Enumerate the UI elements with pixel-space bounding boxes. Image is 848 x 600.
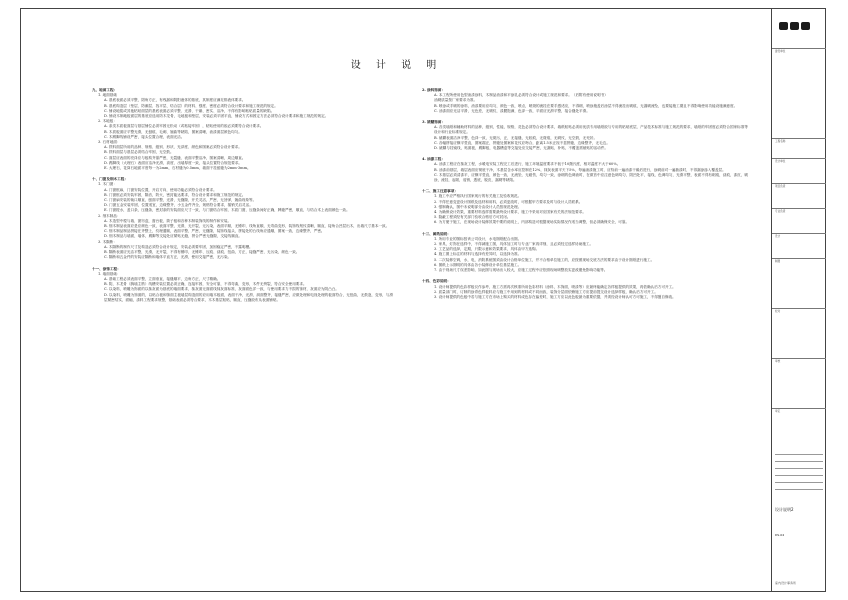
- paragraph-line: 2. 家具，灯饰在选样中，不得减施工图，具体加工时与专业厂家再详细，且必须经过选样协助施工。: [434, 242, 594, 247]
- paragraph-line: C. 隔断和五金件的安装应隔断和墙体平直方正，光滑，使用交接严密，无污染。: [104, 255, 232, 260]
- paragraph-line: B. 油漆前基层，墙层表面应彻底干净，木基层含水率应控制在12%，抹灰表面平天下5%，每遍油漆施工时，应待前一遍油漆干燥后进行，涂刷前对一遍抽漆时，不得漏涂渗入覆盖层。: [434, 167, 726, 172]
- paragraph-line: 6. 图纸上示图明的具体由各小装修设计单位基层施工。: [434, 262, 522, 267]
- paragraph-line: B. 基底构造层（垫层、防潮层、找平层、结合层）的材料、强度、密度必须符合设计要求和施工规范的规定。: [104, 103, 278, 108]
- paragraph-line: D. 以染料，喷雕为饰面的，以贴合板和饰面主板墙层构造面的应用墙木板面，表面干净，光滑，洞面整齐，接缝严密，应做处理和电视处理的板面符合，无扭曲，无鼓泡，变形，与滑层紧密结实，面幅，漆料工程要求规整，基础表面必须符合要求，木木基层粘贴，顺直，压缝胶布从表面铺贴。: [104, 292, 393, 302]
- title-block-divider: [772, 233, 826, 234]
- section: [92, 88, 394, 171]
- subsection-heading: 1. 木门窗：: [98, 182, 117, 187]
- paragraph-line: A. 木造型中樘与墙、窗帘盒，窗台板，筒子板和各种木制装饰线的制作和安装。: [104, 218, 232, 223]
- subsection-heading: 1. 地面基础: [98, 93, 117, 98]
- title-block-footer: 室内设计事务所: [775, 581, 797, 585]
- paragraph-line: B. 铁料面层与基层必须结合牢固，无空鼓。: [104, 150, 174, 155]
- subsection-heading: 1. 墙面基础：: [98, 271, 121, 276]
- paragraph-line: D. 铺设木制地板面层的基底应选用防木龙骨，毛地板和垫层，安装必须平固平直，铺设方式和固定方法必须符合设计要求和施工规范的规定。: [104, 114, 329, 119]
- section-heading: 十三、图纸说明：: [422, 231, 451, 236]
- paragraph-line: A. 木隔断的制作尺寸及构造必须符合设计规定，安装必须要牢固，加固稳定严密，不露明槽。: [104, 244, 253, 249]
- title-block-divider: [772, 258, 826, 259]
- section-heading: 九、地面工程：: [92, 88, 118, 92]
- section-heading: 十一、涂饰工程：: [92, 266, 121, 271]
- paragraph-line: C. 木踢脚线铺设严密，接头位置合理，表面光洁。: [104, 134, 185, 139]
- paragraph-line: B. 门窗框必须安装牢固，隔音，防火，密封能达要求，符合设计要求和施工规范的规定。: [104, 192, 246, 197]
- section: [422, 232, 750, 274]
- title-block-label: 专业负责: [775, 210, 786, 213]
- title-block-divider: [772, 208, 826, 209]
- title-block-label: 校对: [775, 310, 781, 313]
- section: [422, 157, 750, 183]
- paragraph-line: 2. 不得任意变更设计图纸及选材和用料，必须更改时，可根据甲方要求及时与设计人员联系。: [434, 199, 583, 204]
- section: [92, 267, 394, 303]
- paragraph-line: C. 细木制品制品拼接在齐整上，纹理通顺，表面平整，严密，无缝隙，装饰线接头，拼接处的凸线角应通顺，图案一致，边缘整齐，严密。: [104, 229, 325, 234]
- document-body: [24, 8, 769, 592]
- paragraph-line: D. 细木制品与墙面，墙体，踢脚等交接处应紧贴无缝，拼合严密无缝隙，交接线顺直。: [104, 234, 243, 239]
- paragraph-line: 6. 为方便于施工，在现场设计装修效果中要的说明上，内部构造可根据现场实际情况作适当调整，但必须确保安全，可靠。: [434, 220, 630, 225]
- paragraph-line: 油刷质量按厂家要求为准。: [434, 98, 478, 103]
- revision-grid-row: [775, 469, 823, 476]
- page-title: 设 计 说 明: [350, 60, 443, 71]
- paragraph-line: 4. 施工图上标注的材料与选择有差异时，以选择为准。: [434, 252, 522, 257]
- subsection-heading: 2. 木地板：: [98, 119, 117, 124]
- title-block-divider: [772, 138, 826, 139]
- paragraph-line: A. 本工程所使用色型油漆涂料，木制品油漆和平涂乳必须符合设计或施工规范和要求。（后附有使用说明书）: [434, 93, 608, 98]
- subsection-heading: 3. 木隔断：: [98, 239, 117, 244]
- paragraph-line: D. 踢脚线（大理石）表面应洁净光滑，高度、出墙厚度一致，接头位置符合规范要求。: [104, 160, 243, 165]
- paragraph-line: C. 门窗扇安装的裁口顺直，刨面平整，光滑，无缝隙，开关灵活，严密，无回弹，翘曲现象等。: [104, 198, 257, 203]
- revision-grid: [775, 448, 823, 490]
- revision-grid-row: [775, 448, 823, 455]
- section-heading: 2. 涂料饰面：: [422, 88, 445, 92]
- revision-grid-row: [775, 483, 823, 490]
- left-column: [92, 88, 394, 303]
- title-block-divider: [772, 158, 826, 159]
- title-block-label: 建设单位: [775, 50, 786, 53]
- paragraph-line: 5. 二次装修空调，水，电，消防系统图须由设计合格单位施工，并不合格单位施工的，应按照现场交底方法的要求由于设计图纸进行施工。: [434, 257, 655, 262]
- title-block: [771, 8, 826, 592]
- paragraph-line: A. 条类木质板面层与基层铺位必须牢固无松动（或粘接牢固），粘贴使用的胶必须要符合设计要求。: [104, 124, 264, 129]
- paragraph-line: 5. 隐蔽工程须经有关部门验收合格后方可封闭。: [434, 215, 511, 220]
- title-block-label: 设计单位: [775, 160, 786, 163]
- paragraph-line: 3. 设计师提供的色板中若与施工方在市场上购买的材料成色存在偏差时，施工方应以此色板最为重要依据，并须经设计师认可方可施工，不得擅自修改。: [434, 294, 676, 299]
- paragraph-line: B. 裱糊表面洁净平整，色泽一致，无斑污，正，无接缝，无胶痕，无斑痕，无刷纹，无空鼓，无死折。: [434, 135, 598, 140]
- paragraph-line: A. 各类墙纸和辅助材料的品种，级别，性能，规格，花色必须符合设计要求，墙纸粘贴必须用优质专用墙纸胶与专用的粘贴底层，产品技术标准与施工规范的要求，墙纸的牢固度必须符合国家标准等设计和行业标准规定。: [434, 125, 748, 135]
- paragraph-line: E. 大理石，花岗石地面平度每一为2mm，石材缝为0.5mm，墙面干挂留缝为2mm-3mm。: [104, 166, 251, 171]
- company-logo: [779, 22, 819, 32]
- drawing-number: DS-04: [775, 533, 785, 537]
- paragraph-line: 3. 工艺品的选择，定期，只限示意和效果要求，具体由甲方选购。: [434, 247, 540, 252]
- title-block-divider: [772, 308, 826, 309]
- title-block-label: 设计: [775, 235, 781, 238]
- section: [422, 120, 750, 151]
- paragraph-line: B. 隔断表面应光洁平整，光滑，无开裂，不得有锤印，无锤印、压痕、刮痕、扭曲，方正，接缝严密，无污染，颜色一致。: [104, 250, 300, 255]
- paragraph-line: C. 各幅拼接应横平竖直，图案端正，拼缝处图案和花纹应吻合，距离1.5米正视不显拼缝，边缘整齐，无毛边。: [434, 140, 610, 145]
- paragraph-line: E. 门窗披水，盖口条，压缝条，密封条的安装面应尺寸一致，与门窗结合牢固，木质门窗，压缝条间好正确，牌缝严密，顺直，与结合术上表面颜色一致。: [104, 208, 350, 213]
- paragraph-line: 1. 设计师提供的色彩样板仅作参考，施工方需再次核准所用色彩材料（涂料，木饰面，喷漆等）应最终能确定各样板提供的效果，再依确认后方可开工。: [434, 284, 676, 289]
- paragraph-line: B. 木质板面应平整光滑，无刨痕、毛刺、翘曲等缺陷，图案清晰，油漆面层颜色均匀。: [104, 129, 242, 134]
- paragraph-line: C. 油漆面应光洁平滑，无色差，无刷纹，漆膜饱满，色泽一致，平面应光滑平整，接合缝处平滑。: [434, 108, 590, 113]
- paragraph-line: B. 阴，木龙骨（胸墙主筋）线槽安装位置必须正确，连接牢固，安全可靠，不得弯曲，变形，木件无劈裂，符合安全使用要求。: [104, 282, 307, 287]
- section: [92, 177, 394, 260]
- paragraph-line: 4. 为确保设计效果，重要材料选样需要最终设计要求，施工中采用对应国家有关的法规范要求。: [434, 210, 586, 215]
- paragraph-line: 2. 质量部门时，订制的涂青色样板料应与施工中用到的材料或不同而致，装饰分层面依赖施工方应提前提交设计选择样板，确认后方可开工。: [434, 289, 658, 294]
- paragraph-line: C. 铺设地毯或其他粘贴面层的基底表面必须平整、光滑、干燥、密实、洁净，不得有影响粘贴质量的缺陷。: [104, 108, 275, 113]
- section-heading: 十、门窗及细木工程：: [92, 177, 128, 182]
- section: [422, 189, 750, 225]
- revision-grid-row: [775, 455, 823, 462]
- paragraph-line: D. 门窗五金安装牢固，位置适宜，边缘整齐，小五金件齐全，规格符合要求，插销关启灵活。: [104, 203, 253, 208]
- right-column: [422, 88, 750, 300]
- paragraph-line: 1. 所用专业的图标按该公司设计，水电图纸配合出图。: [434, 236, 522, 241]
- section: [422, 279, 750, 300]
- paragraph-line: A. 基底表面必须平整，阴角方正，有残漏和阴阳液体的基底，其制度应满足排液体要求。: [104, 98, 246, 103]
- paragraph-line: D. 裱糊与挂镜线，贴面板，踢脚板，电器槽盒等交接处应交接严密，无漏贴，补贴，不覆盖需裱贴的活动件。: [434, 146, 608, 151]
- title-block-label: 制图: [775, 260, 781, 263]
- section-heading: 十四、色彩说明：: [422, 279, 451, 284]
- title-block-divider: [772, 183, 826, 184]
- drawing-title: 设计说明2: [775, 507, 794, 512]
- title-block-label: 工程名称: [775, 140, 786, 143]
- paragraph-line: C. 面层应表面的亮泽应与板构齐靠严密，无裂缝、表面平整洁净，图案清晰，周边顺直。: [104, 155, 246, 160]
- title-block-label: 审核: [775, 360, 781, 363]
- section-heading: 十二、施工注意事项：: [422, 189, 458, 194]
- title-block-divider: [772, 48, 826, 49]
- paragraph-line: A. 铁料面层所用的品种、规格、级别、形状、光泽度、颜色和图案必须符合设计要求。: [104, 145, 242, 150]
- paragraph-line: B. 细木制品表面应是应颜色一致，表面平整，光滑，无开裂，无污染，表面平顺，无锤印，线角直顺，无弯曲变形，装饰线刻纹清晰，顺直，接角合凹层出木，出墙尺寸基本一致。: [104, 224, 390, 229]
- section-heading: 4. 油漆工程：: [422, 157, 445, 162]
- paragraph-line: A. 基础工程必须表面平整，立面垂直，接缝顺平，边角方正，尺寸精确。: [104, 276, 221, 281]
- paragraph-line: B. 喷涂或手刷的涂料，油漆要用应均匀，颜色一致，喷点，喷斑的流挂在要手感适应，不得刷，喷涂施盖后涂层不得流挂出刷痕，无漏刷流坠，也要接施工期且不得影响使用功能设施满意度。: [434, 103, 738, 108]
- section: [422, 88, 750, 114]
- paragraph-line: 7. 由于现场尺寸误差影响，如此图与现场出入较大，应施工过程中应依照现场调整放实更改避免影响功能等。: [434, 268, 608, 273]
- title-block-divider: [772, 408, 826, 409]
- revision-grid-row: [775, 476, 823, 483]
- paragraph-line: 3. 强制确认，图中未说明部分由设计人员按规范处理。: [434, 204, 522, 209]
- title-block-divider: [772, 358, 826, 359]
- revision-grid-row: [775, 462, 823, 469]
- title-block-label: 项目负责: [775, 185, 786, 188]
- paragraph-line: C. 以染料，喷雕为饰面的以抹灰面为基底的墙面要求，抹灰面无面面线抹灰面标准，灰面面色洋一致，与使用要求力不损的饰材，灰面应为阴凸凸。: [104, 287, 339, 292]
- paragraph-line: C. 木基层必须清漆平，应横平竖直，颜色一致，无流坠，无碰伤，均匀一致，涂刷的色调油时，在做首中应注意色调均匀，阴凹处平，接线，色调均匀，光滑平整，表面不得有刷痕，刮痕，漆皮，刷涂，流挂，起皱，返锈，透底，脱皮，漏刷等缺陷。: [434, 172, 748, 183]
- paragraph-line: A. 油漆工程应在抹灰工程，水暖电安装工程完工后进行，施工环境温度要求不低于10摄氏度，相对温度不大于60%。: [434, 162, 621, 167]
- paragraph-line: 1. 施工中应严格执行国家现行的有关施工及验收规范。: [434, 194, 522, 199]
- section-heading: 3. 裱糊饰面：: [422, 120, 445, 125]
- subsection-heading: 2. 细木制品：: [98, 213, 121, 218]
- title-block-label: 审定: [775, 410, 781, 413]
- paragraph-line: A. 门窗框扇，门窗安装位置，开启方向，使用功能必须符合设计要求。: [104, 187, 217, 192]
- subsection-heading: 3. 石材地面：: [98, 140, 121, 145]
